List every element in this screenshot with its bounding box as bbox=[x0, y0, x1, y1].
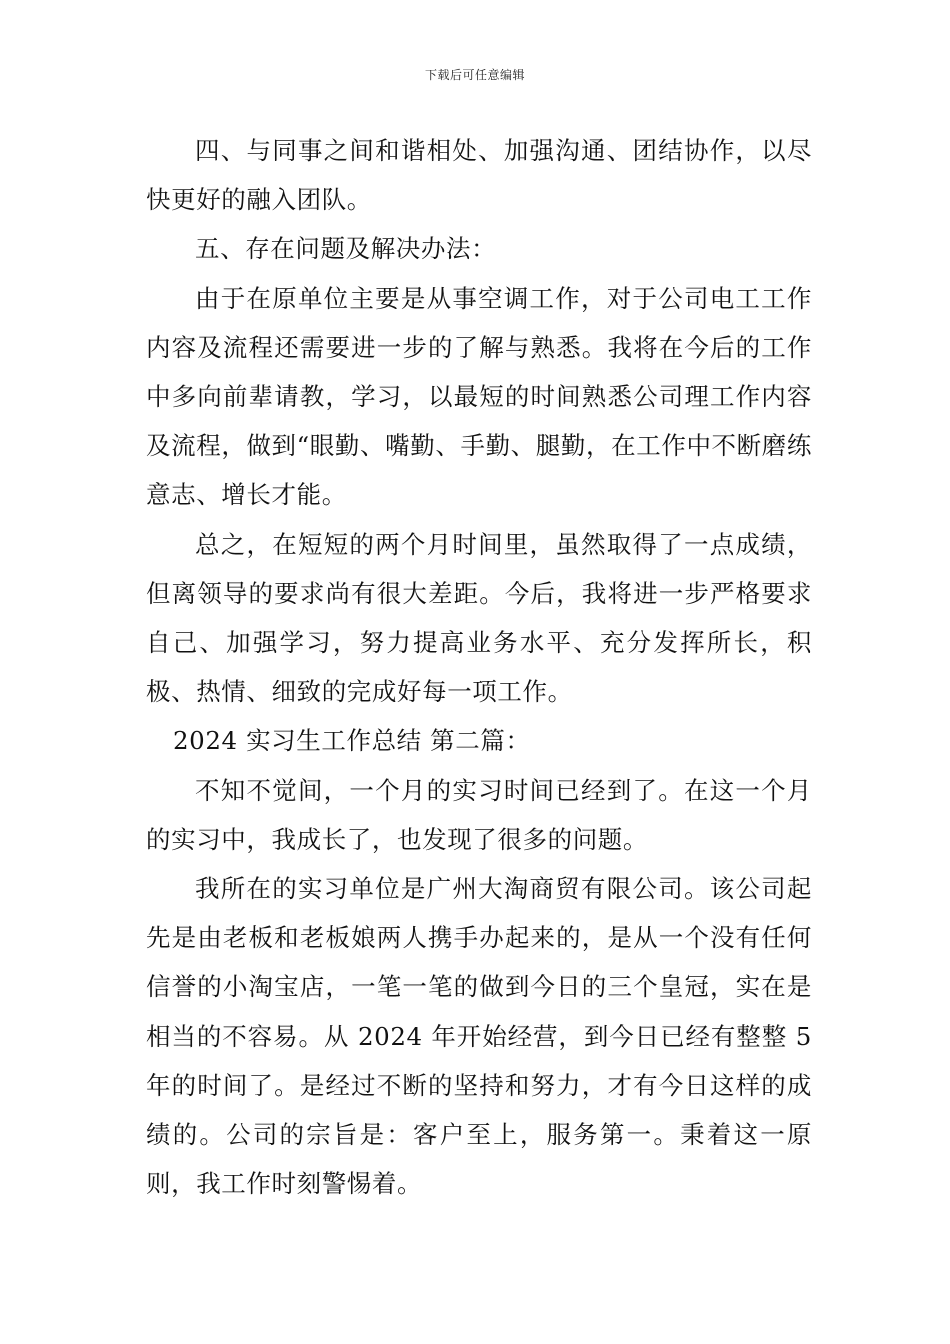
document-body bbox=[146, 126, 812, 1208]
paragraph-internship-intro: 不知不觉间，一个月的实习时间已经到了。在这一个月的实习中，我成长了，也发现了很多的问题。 bbox=[146, 775, 812, 854]
section-heading-problems: 五、存在问题及解决办法： bbox=[195, 234, 497, 264]
paragraph-conclusion: 总之，在短短的两个月时间里，虽然取得了一点成绩，但离领导的要求尚有很大差距。今后，我将进一步严格要求自己、加强学习，努力提高业务水平、充分发挥所长，积极、热情、细致的完成好每一项工作。 bbox=[146, 529, 812, 707]
page-header: 下载后可任意编辑 bbox=[424, 68, 525, 82]
paragraph-colleague-cooperation: 四、与同事之间和谐相处、加强沟通、团结协作，以尽快更好的融入团队。 bbox=[146, 136, 812, 215]
paragraph-problems-solutions: 由于在原单位主要是从事空调工作，对于公司电工工作内容及流程还需要进一步的了解与熟悉。我将在今后的工作中多向前辈请教，学习，以最短的时间熟悉公司理工作内容及流程，做到“眼勤、嘴勤、手勤、腿勤，在工作中不断磨练意志、增长才能。 bbox=[146, 283, 812, 510]
paragraph-company-description: 我所在的实习单位是广州大淘商贸有限公司。该公司起先是由老板和老板娘两人携手办起来的，是从一个没有任何信誉的小淘宝店，一笔一笔的做到今日的三个皇冠，实在是相当的不容易。从 2024 年开始经营，到今日已经有整整 5 年的时间了。是经过不断的坚持和努力，才有今日这样的成绩的。公司的宗旨是：客户至上，服务第一。秉着这一原则，我工作时刻警惕着。 bbox=[146, 874, 812, 1199]
section-heading-part-two: 2024 实习生工作总结 第二篇： bbox=[172, 726, 531, 756]
